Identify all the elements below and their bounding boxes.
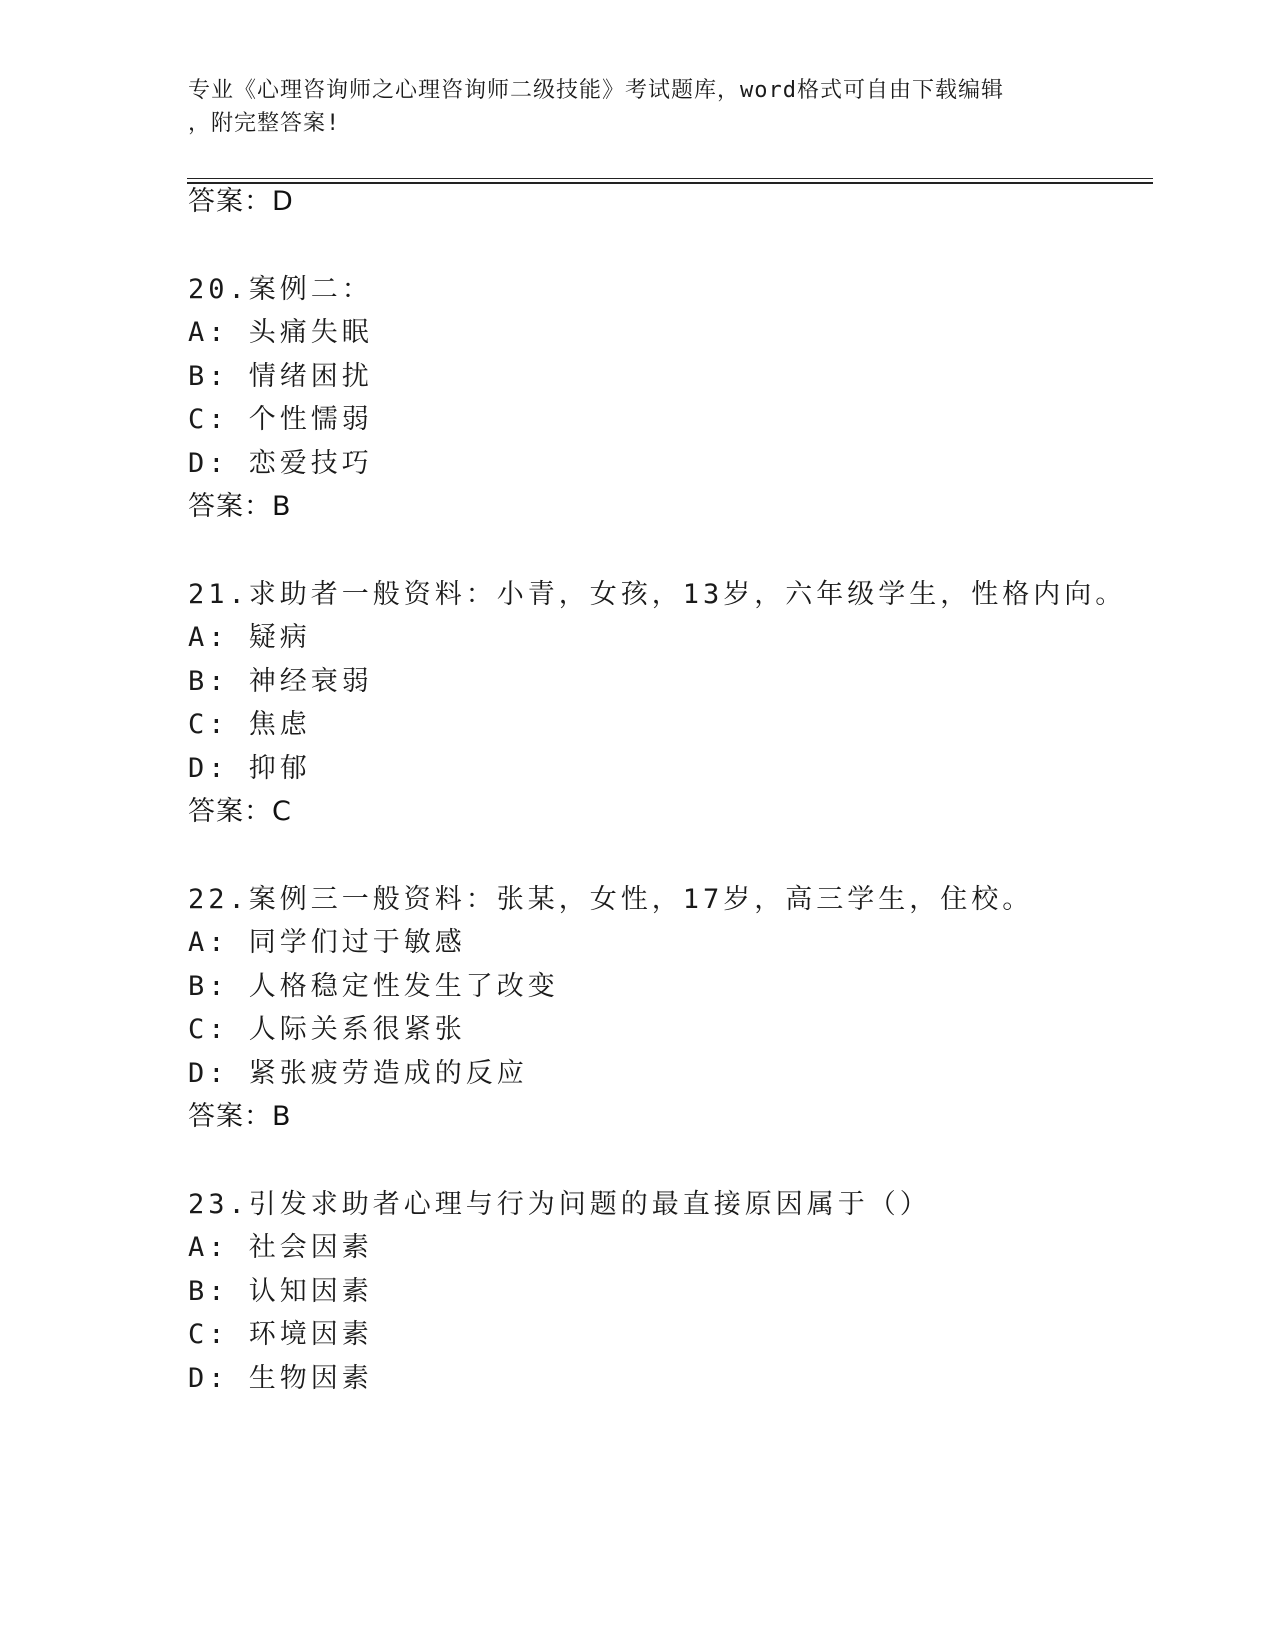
header-line-1: 专业《心理咨询师之心理咨询师二级技能》考试题库，word格式可自由下载编辑 xyxy=(188,78,1004,103)
option-a: A: 头痛失眠 xyxy=(188,317,373,348)
document-header xyxy=(188,74,1088,140)
header-divider-thin xyxy=(187,178,1153,179)
question-stem: 22.案例三一般资料：张某，女性，17岁，高三学生，住校。 xyxy=(188,884,1034,915)
option-d: D: 恋爱技巧 xyxy=(188,448,373,479)
option-c: C: 焦虑 xyxy=(188,709,311,740)
option-b: B: 认知因素 xyxy=(188,1276,373,1307)
option-b: B: 情绪困扰 xyxy=(188,361,373,392)
option-c: C: 个性懦弱 xyxy=(188,404,373,435)
question-stem: 23.引发求助者心理与行为问题的最直接原因属于（） xyxy=(188,1189,931,1220)
option-b: B: 人格稳定性发生了改变 xyxy=(188,971,559,1002)
option-d: D: 抑郁 xyxy=(188,753,311,784)
option-a: A: 疑病 xyxy=(188,622,311,653)
header-line-2: ，附完整答案! xyxy=(188,111,341,136)
option-a: A: 社会因素 xyxy=(188,1232,373,1263)
option-d: D: 紧张疲劳造成的反应 xyxy=(188,1058,528,1089)
answer-line: 答案：B xyxy=(188,1101,292,1132)
answer-line: 答案：B xyxy=(188,491,292,522)
option-c: C: 环境因素 xyxy=(188,1319,373,1350)
option-d: D: 生物因素 xyxy=(188,1363,373,1394)
answer-line: 答案：D xyxy=(188,186,294,217)
question-stem: 21.求助者一般资料：小青，女孩，13岁，六年级学生，性格内向。 xyxy=(188,579,1127,610)
option-a: A: 同学们过于敏感 xyxy=(188,927,466,958)
answer-line: 答案：C xyxy=(188,796,292,827)
option-c: C: 人际关系很紧张 xyxy=(188,1014,466,1045)
header-divider-thick xyxy=(187,182,1153,184)
question-stem: 20.案例二： xyxy=(188,274,373,305)
option-b: B: 神经衰弱 xyxy=(188,666,373,697)
